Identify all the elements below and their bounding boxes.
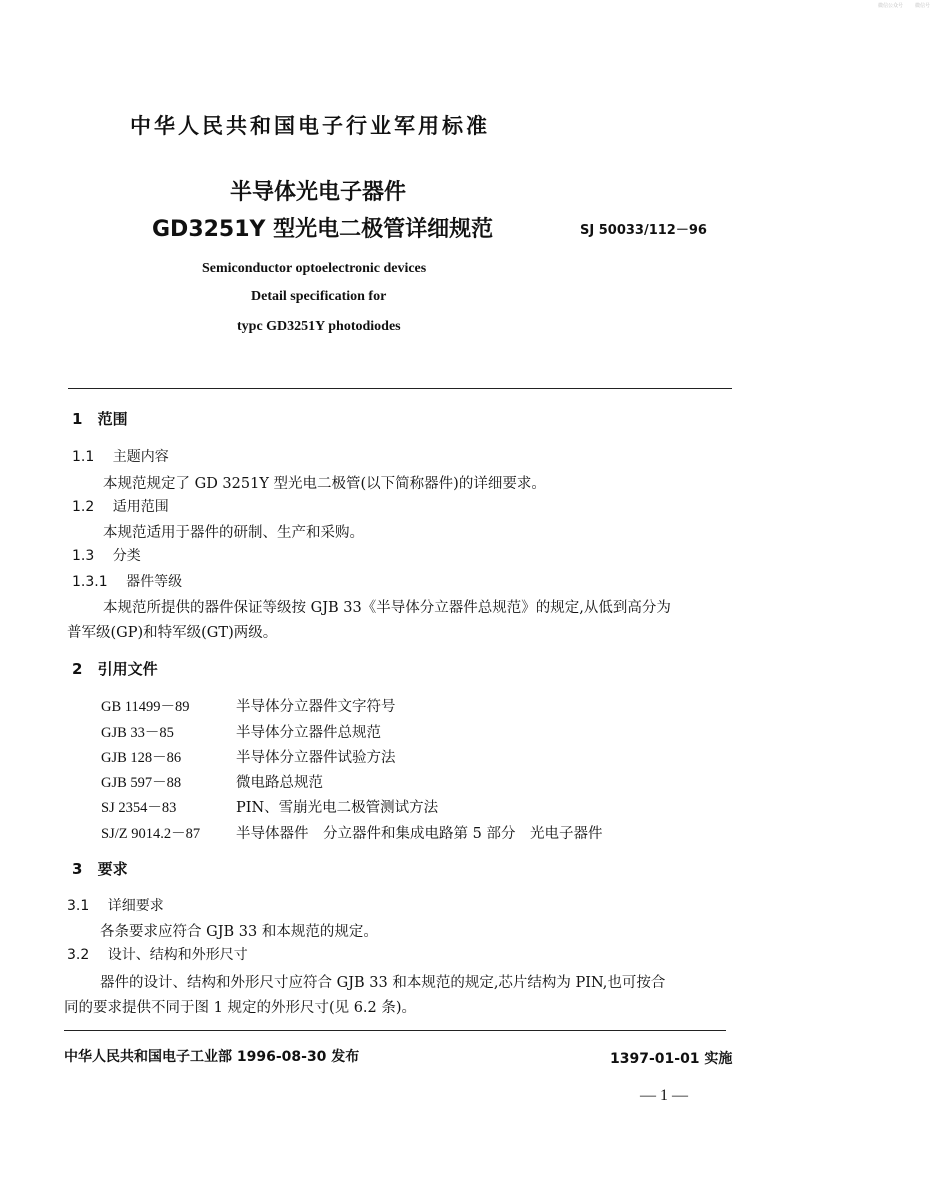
title-divider [68, 388, 732, 389]
standard-header: 中华人民共和国电子行业军用标准 [130, 114, 490, 138]
section-number: 1.3.1 [72, 574, 108, 590]
section-1-1-text: 本规范规定了 GD 3251Y 型光电二极管(以下简称器件)的详细要求。 [103, 476, 546, 492]
section-number: 2 [72, 660, 83, 678]
section-3-2-text-line-1: 器件的设计、结构和外形尺寸应符合 GJB 33 和本规范的规定,芯片结构为 PIN,也可按合 [100, 975, 666, 991]
section-number: 3.2 [67, 947, 90, 963]
section-1-heading [72, 408, 128, 429]
reference-title: 微电路总规范 [236, 775, 323, 791]
section-number: 3 [72, 860, 83, 878]
reference-title: 半导体器件 分立器件和集成电路第 5 部分 光电子器件 [236, 826, 603, 842]
reference-code: GB 11499－89 [101, 699, 190, 715]
reference-title: PIN、雪崩光电二极管测试方法 [236, 800, 439, 816]
section-number: 1.2 [72, 499, 95, 515]
section-1-2-heading [72, 496, 169, 516]
section-3-2-text-line-2: 同的要求提供不同于图 1 规定的外形尺寸(见 6.2 条)。 [64, 1000, 417, 1016]
reference-title: 半导体分立器件文字符号 [236, 699, 396, 715]
section-title: 引用文件 [97, 660, 158, 678]
page-number: — 1 — [640, 1087, 688, 1104]
section-1-1-heading [72, 446, 169, 466]
section-title: 详细要求 [107, 898, 164, 914]
english-title-line-3: typc GD3251Y photodiodes [237, 319, 401, 334]
issue-date: 中华人民共和国电子工业部 1996-08-30 发布 [64, 1049, 360, 1065]
section-3-heading [72, 858, 128, 879]
section-3-1-heading [67, 895, 164, 915]
standard-number: SJ 50033/112－96 [580, 223, 707, 238]
section-title: 范围 [97, 410, 128, 428]
reference-code: GJB 33－85 [101, 725, 174, 741]
section-number: 1.3 [72, 548, 95, 564]
section-title: 器件等级 [126, 574, 183, 590]
english-title-line-1: Semiconductor optoelectronic devices [202, 261, 427, 276]
section-1-3-heading [72, 545, 141, 565]
reference-title: 半导体分立器件总规范 [236, 725, 381, 741]
english-title-line-2: Detail specification for [251, 289, 387, 304]
section-title: 分类 [112, 548, 141, 564]
reference-code: GJB 128－86 [101, 750, 182, 766]
effective-date: 1397-01-01 实施 [610, 1051, 733, 1067]
reference-code: SJ 2354－83 [101, 800, 177, 816]
reference-code: SJ/Z 9014.2－87 [101, 826, 201, 842]
section-number: 1 [72, 410, 83, 428]
section-3-1-text: 各条要求应符合 GJB 33 和本规范的规定。 [100, 924, 378, 940]
section-2-heading [72, 658, 158, 679]
section-3-2-heading [67, 944, 248, 964]
section-number: 3.1 [67, 898, 90, 914]
section-1-3-1-heading [72, 571, 182, 591]
section-title: 要求 [97, 860, 128, 878]
reference-code: GJB 597－88 [101, 775, 182, 791]
title-line-1: 半导体光电子器件 [230, 180, 407, 205]
section-number: 1.1 [72, 449, 95, 465]
section-title: 主题内容 [112, 449, 169, 465]
title-line-2: GD3251Y 型光电二极管详细规范 [152, 217, 494, 242]
section-1-3-1-text-line-2: 普军级(GP)和特军级(GT)两级。 [67, 625, 278, 641]
section-title: 设计、结构和外形尺寸 [107, 947, 248, 963]
section-1-2-text: 本规范适用于器件的研制、生产和采购。 [103, 525, 364, 541]
corner-mark-1: 微信公众号 [878, 3, 904, 9]
reference-title: 半导体分立器件试验方法 [236, 750, 396, 766]
section-title: 适用范围 [112, 499, 169, 515]
section-1-3-1-text-line-1: 本规范所提供的器件保证等级按 GJB 33《半导体分立器件总规范》的规定,从低到高分为 [103, 600, 671, 616]
corner-mark-2: 微信号 [915, 3, 931, 9]
footer-divider [64, 1030, 726, 1031]
